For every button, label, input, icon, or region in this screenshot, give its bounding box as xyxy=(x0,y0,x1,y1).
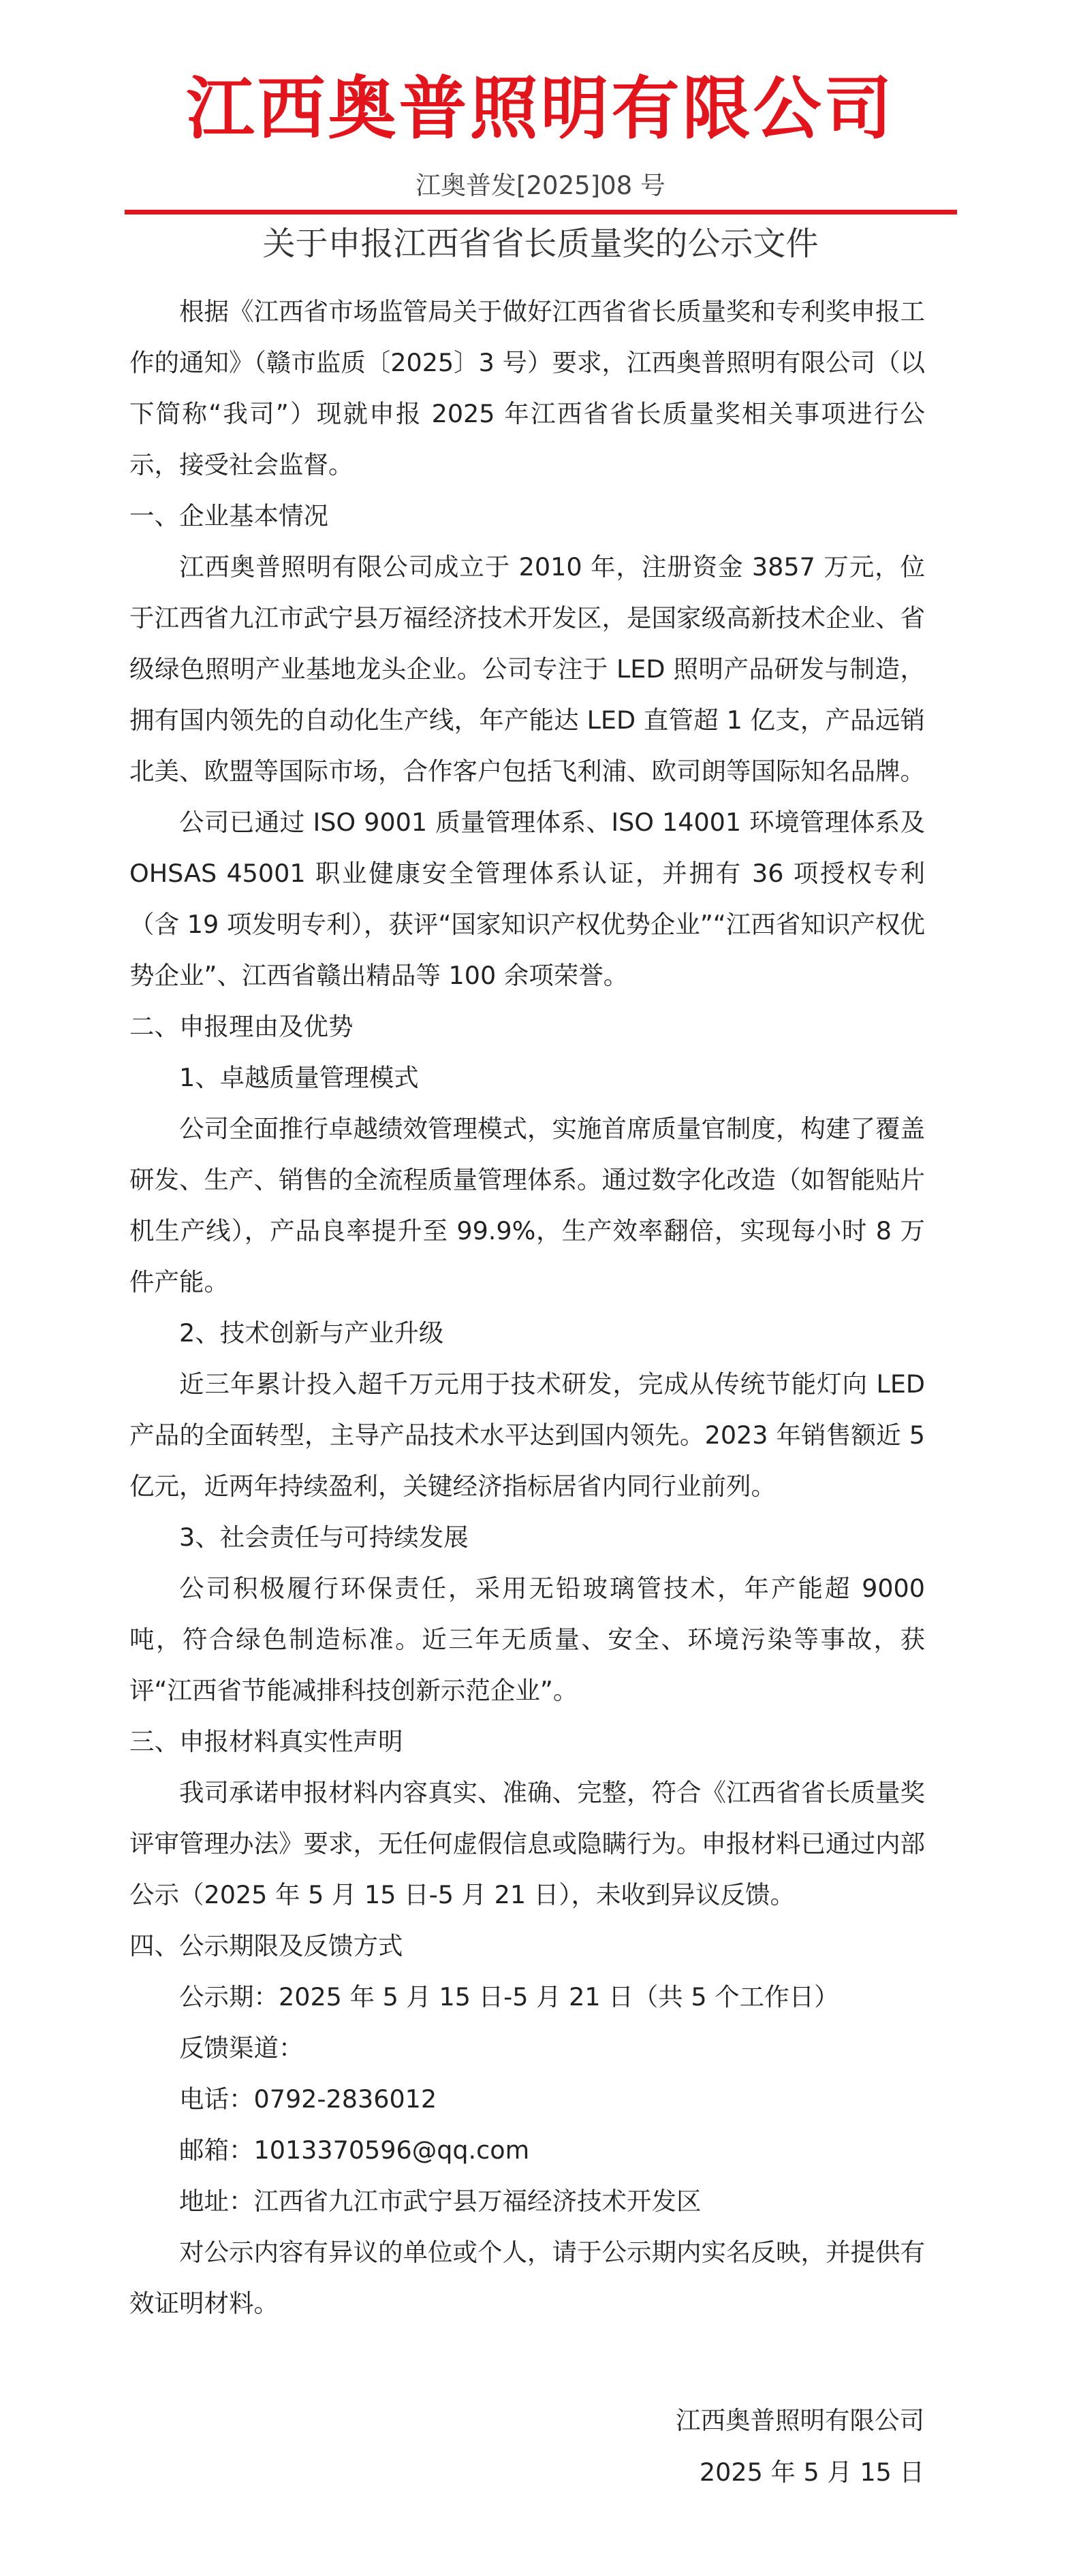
subsection-3-heading: 3、社会责任与可持续发展 xyxy=(179,1523,469,1552)
red-divider-line xyxy=(125,210,957,214)
section-4-heading: 四、公示期限及反馈方式 xyxy=(129,1931,403,1960)
org-title: 江西奥普照明有限公司 xyxy=(186,69,895,148)
section-3-paragraph: 我司承诺申报材料内容真实、准确、完整，符合《江西省省长质量奖评审管理办法》要求，无任何虚假信息或隐瞒行为。申报材料已通过内部公示（2025 年 5 月 15 日-5 月 21 日），未收到异议反馈。 xyxy=(129,1778,925,1909)
contact-email: 邮箱：1013370596@qq.com xyxy=(179,2135,530,2165)
section-3-heading: 三、申报材料真实性声明 xyxy=(129,1727,403,1756)
document-title: 关于申报江西省省长质量奖的公示文件 xyxy=(262,225,819,263)
document-number: 江奥普发[2025]08 号 xyxy=(416,171,665,200)
section-1-paragraph-1: 江西奥普照明有限公司成立于 2010 年，注册资金 3857 万元，位于江西省九江市武宁县万福经济技术开发区，是国家级高新技术企业、省级绿色照明产业基地龙头企业。公司专注于 LED 照明产品研发与制造，拥有国内领先的自动化生产线，年产能达 LED 直管超 1 亿支，产品远销北美、欧盟等国际市场，合作客户包括飞利浦、欧司朗等国际知名品牌。 xyxy=(129,552,925,786)
subsection-2-heading: 2、技术创新与产业升级 xyxy=(179,1318,444,1348)
document-body xyxy=(129,286,925,2329)
intro-paragraph: 根据《江西省市场监管局关于做好江西省省长质量奖和专利奖申报工作的通知》（赣市监质〔2025〕3 号）要求，江西奥普照明有限公司（以下简称“我司”）现就申报 2025 年江西省省长质量奖相关事项进行公示，接受社会监督。 xyxy=(129,297,925,479)
subsection-3-paragraph: 公司积极履行环保责任，采用无铅玻璃管技术，年产能超 9000 吨，符合绿色制造标准。近三年无质量、安全、环境污染等事故，获评“江西省节能减排科技创新示范企业”。 xyxy=(129,1574,925,1705)
section-1-heading: 一、企业基本情况 xyxy=(129,501,328,530)
closing-paragraph: 对公示内容有异议的单位或个人，请于公示期内实名反映，并提供有效证明材料。 xyxy=(129,2238,925,2318)
contact-phone: 电话：0792-2836012 xyxy=(179,2084,437,2114)
contact-address: 地址：江西省九江市武宁县万福经济技术开发区 xyxy=(179,2187,702,2216)
publicity-period: 公示期：2025 年 5 月 15 日-5 月 21 日（共 5 个工作日） xyxy=(179,1982,839,2011)
signature-block xyxy=(676,2395,924,2498)
section-2-heading: 二、申报理由及优势 xyxy=(129,1012,354,1041)
signature-date: 2025 年 5 月 15 日 xyxy=(699,2458,924,2487)
subsection-2-paragraph: 近三年累计投入超千万元用于技术研发，完成从传统节能灯向 LED 产品的全面转型，主导产品技术水平达到国内领先。2023 年销售额近 5 亿元，近两年持续盈利，关键经济指标居省内同行业前列。 xyxy=(129,1369,925,1501)
feedback-channel-label: 反馈渠道： xyxy=(179,2033,304,2063)
section-1-paragraph-2: 公司已通过 ISO 9001 质量管理体系、ISO 14001 环境管理体系及 OHSAS 45001 职业健康安全管理体系认证，并拥有 36 项授权专利（含 19 项发明专利），获评“国家知识产权优势企业”“江西省知识产权优势企业”、江西省赣出精品等 100 余项荣誉。 xyxy=(129,808,925,990)
subsection-1-paragraph: 公司全面推行卓越绩效管理模式，实施首席质量官制度，构建了覆盖研发、生产、销售的全流程质量管理体系。通过数字化改造（如智能贴片机生产线），产品良率提升至 99.9%，生产效率翻倍，实现每小时 8 万件产能。 xyxy=(129,1114,925,1297)
subsection-1-heading: 1、卓越质量管理模式 xyxy=(179,1063,419,1092)
signature-company: 江西奥普照明有限公司 xyxy=(676,2406,924,2435)
